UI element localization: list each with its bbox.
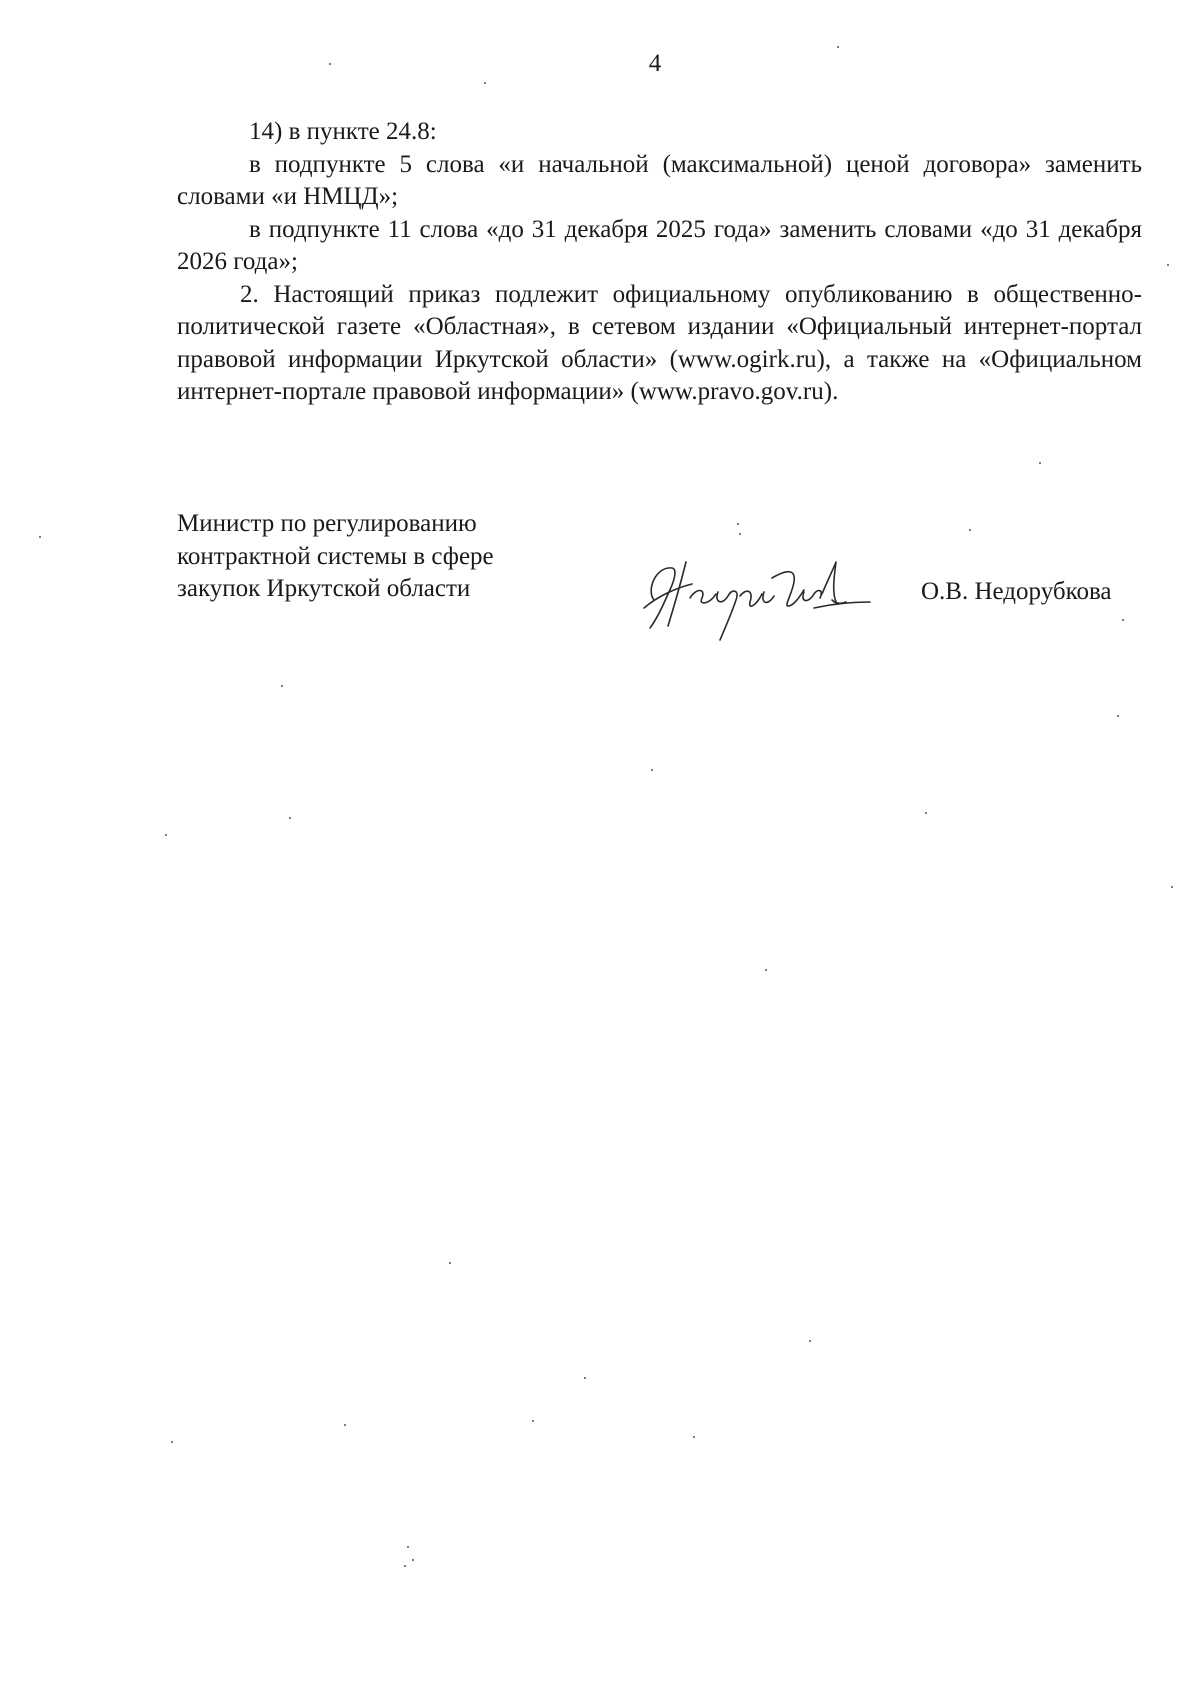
document-body [177, 116, 1142, 409]
paragraph-item-14: 14) в пункте 24.8: [249, 118, 437, 145]
signatory-title [177, 508, 494, 606]
handwritten-signature [636, 548, 876, 648]
page-number: 4 [648, 50, 662, 77]
paragraph-item-2: 2. Настоящий приказ подлежит официальному опубликованию в общественно-политической газете «Областная», в сетевом издании «Официальный интернет-портал правовой информации Иркутской области» (www.ogirk.ru), а также на «Официальном интернет-портале правовой информации» (www.pravo.gov.ru). [177, 280, 1142, 405]
signatory-title-line: Министр по регулированию [177, 510, 477, 537]
signatory-name: О.В. Недорубкова [921, 578, 1112, 605]
signatory-title-line: закупок Иркутской области [177, 575, 471, 602]
paragraph-subitem-11: в подпункте 11 слова «до 31 декабря 2025 года» заменить словами «до 31 декабря 2026 года»; [177, 215, 1142, 275]
signatory-title-line: контрактной системы в сфере [177, 542, 494, 570]
paragraph-subitem-5: в подпункте 5 слова «и начальной (максимальной) ценой договора» заменить словами «и НМЦД»; [177, 150, 1142, 210]
